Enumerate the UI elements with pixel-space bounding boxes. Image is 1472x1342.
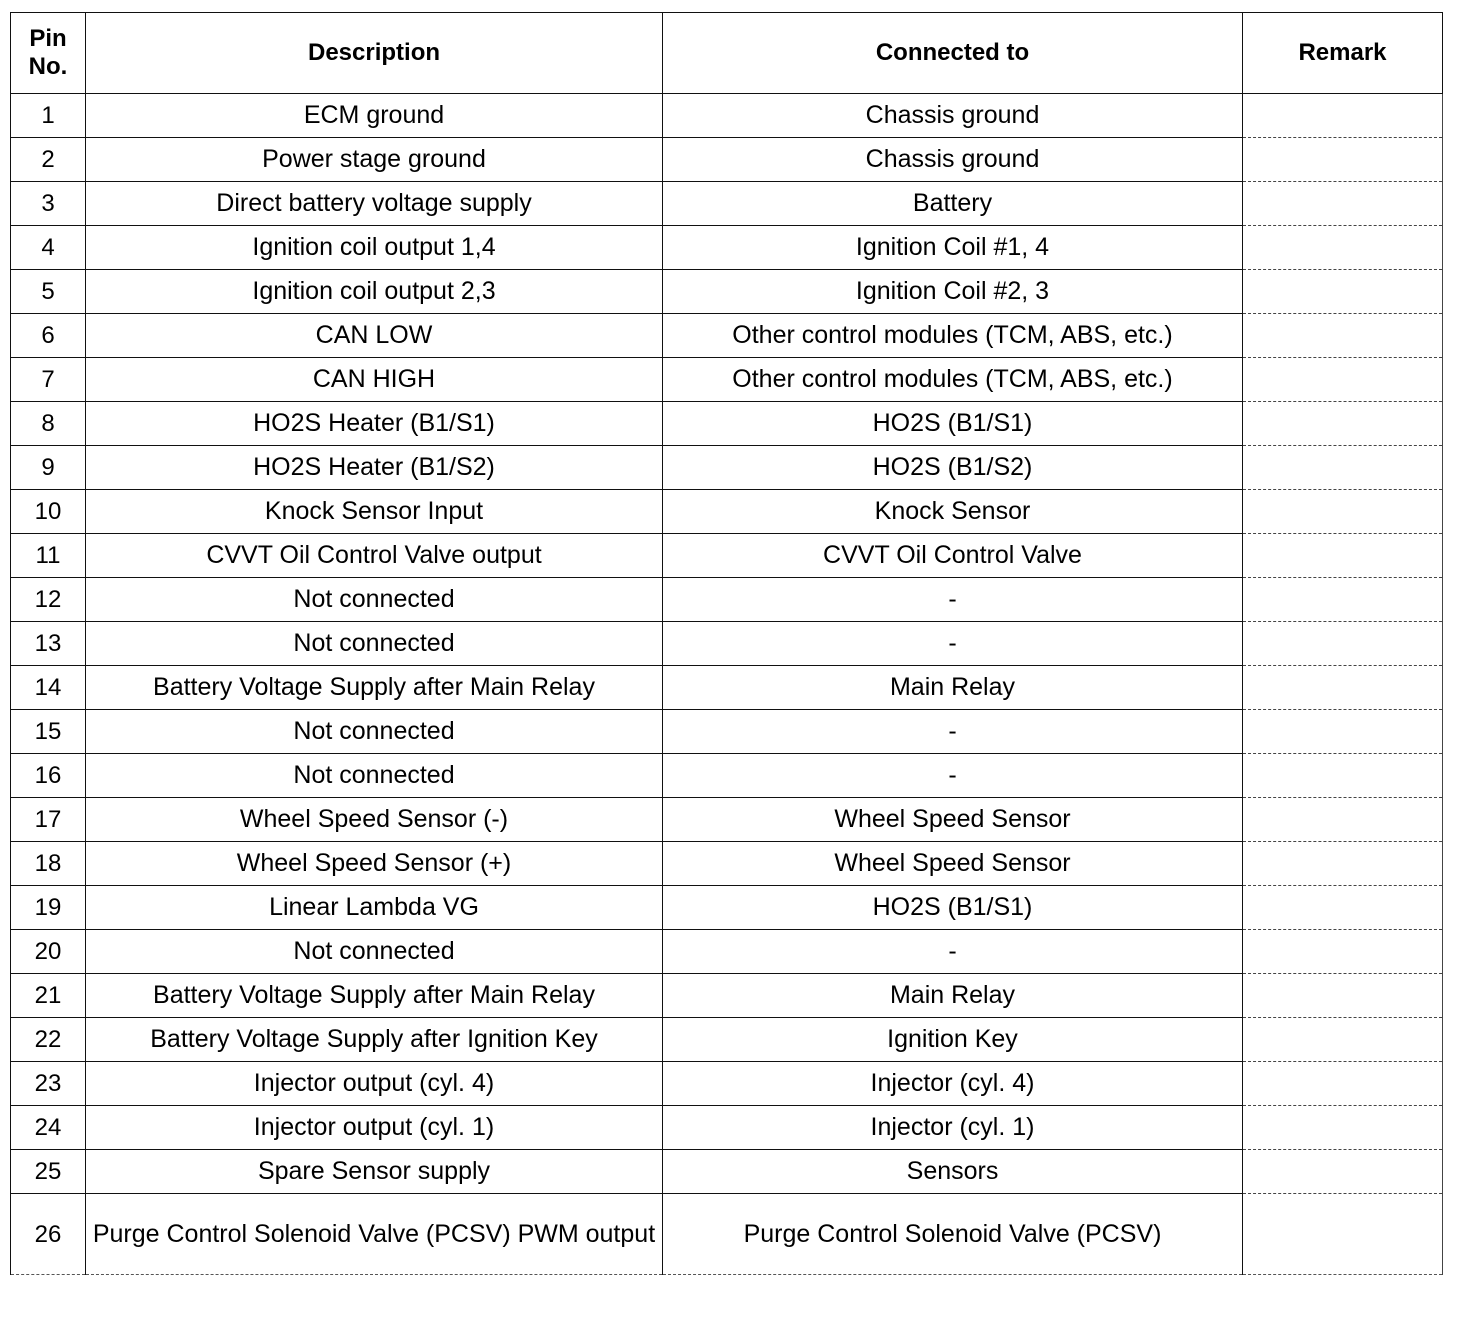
pin-cell: 8 (11, 402, 86, 446)
pin-cell: 2 (11, 138, 86, 182)
remark-cell (1243, 798, 1443, 842)
connected-to-cell: Battery (663, 182, 1243, 226)
pin-cell: 10 (11, 490, 86, 534)
pin-cell: 15 (11, 710, 86, 754)
table-row (11, 182, 1443, 226)
description-cell: Spare Sensor supply (86, 1150, 663, 1194)
remark-cell (1243, 1062, 1443, 1106)
remark-cell (1243, 490, 1443, 534)
description-cell: Injector output (cyl. 1) (86, 1106, 663, 1150)
table-row (11, 578, 1443, 622)
pin-cell: 6 (11, 314, 86, 358)
connected-to-cell: - (663, 578, 1243, 622)
connected-to-cell: HO2S (B1/S1) (663, 402, 1243, 446)
table-body (11, 94, 1443, 1275)
remark-cell (1243, 94, 1443, 138)
remark-cell (1243, 578, 1443, 622)
remark-cell (1243, 1018, 1443, 1062)
header-connected-to: Connected to (663, 13, 1243, 94)
connected-to-cell: Main Relay (663, 974, 1243, 1018)
pin-cell: 5 (11, 270, 86, 314)
remark-cell (1243, 534, 1443, 578)
remark-cell (1243, 358, 1443, 402)
description-cell: Wheel Speed Sensor (-) (86, 798, 663, 842)
table-row (11, 710, 1443, 754)
header-pin-no (11, 13, 86, 94)
header-remark: Remark (1243, 13, 1443, 94)
pin-cell: 17 (11, 798, 86, 842)
pin-cell: 26 (11, 1194, 86, 1275)
pin-cell: 21 (11, 974, 86, 1018)
description-cell: Direct battery voltage supply (86, 182, 663, 226)
pin-assignment-table (10, 12, 1443, 1275)
connected-to-cell: Purge Control Solenoid Valve (PCSV) (663, 1194, 1243, 1275)
remark-cell (1243, 666, 1443, 710)
table-row (11, 842, 1443, 886)
pin-cell: 18 (11, 842, 86, 886)
connected-to-cell: - (663, 622, 1243, 666)
table-row (11, 490, 1443, 534)
pin-cell: 4 (11, 226, 86, 270)
table-row (11, 534, 1443, 578)
description-cell: Not connected (86, 754, 663, 798)
table-row (11, 226, 1443, 270)
header-description: Description (86, 13, 663, 94)
pin-cell: 1 (11, 94, 86, 138)
description-cell: ECM ground (86, 94, 663, 138)
pin-cell: 14 (11, 666, 86, 710)
pin-cell: 20 (11, 930, 86, 974)
description-cell: Power stage ground (86, 138, 663, 182)
table-row (11, 622, 1443, 666)
pin-cell: 13 (11, 622, 86, 666)
table-row (11, 1062, 1443, 1106)
remark-cell (1243, 886, 1443, 930)
connected-to-cell: Other control modules (TCM, ABS, etc.) (663, 314, 1243, 358)
connected-to-cell: HO2S (B1/S1) (663, 886, 1243, 930)
remark-cell (1243, 314, 1443, 358)
connected-to-cell: Sensors (663, 1150, 1243, 1194)
description-cell: Linear Lambda VG (86, 886, 663, 930)
table-row (11, 974, 1443, 1018)
table-row (11, 446, 1443, 490)
connected-to-cell: - (663, 710, 1243, 754)
table-row (11, 1194, 1443, 1275)
pin-cell: 9 (11, 446, 86, 490)
pin-cell: 25 (11, 1150, 86, 1194)
description-cell: Not connected (86, 578, 663, 622)
connected-to-cell: - (663, 930, 1243, 974)
connected-to-cell: - (663, 754, 1243, 798)
table-row (11, 1150, 1443, 1194)
table-row (11, 1106, 1443, 1150)
header-pin-line2: No. (28, 53, 68, 80)
pin-cell: 12 (11, 578, 86, 622)
description-cell: Wheel Speed Sensor (+) (86, 842, 663, 886)
table-row (11, 930, 1443, 974)
remark-cell (1243, 710, 1443, 754)
connected-to-cell: Wheel Speed Sensor (663, 798, 1243, 842)
table-row (11, 358, 1443, 402)
table-header-row (11, 13, 1443, 94)
pin-cell: 24 (11, 1106, 86, 1150)
remark-cell (1243, 1106, 1443, 1150)
description-cell: CVVT Oil Control Valve output (86, 534, 663, 578)
table-row (11, 886, 1443, 930)
connected-to-cell: Ignition Coil #2, 3 (663, 270, 1243, 314)
remark-cell (1243, 1194, 1443, 1275)
remark-cell (1243, 138, 1443, 182)
description-cell: Battery Voltage Supply after Main Relay (86, 974, 663, 1018)
remark-cell (1243, 930, 1443, 974)
connected-to-cell: Wheel Speed Sensor (663, 842, 1243, 886)
description-cell: Not connected (86, 930, 663, 974)
connected-to-cell: Ignition Coil #1, 4 (663, 226, 1243, 270)
remark-cell (1243, 446, 1443, 490)
table-row (11, 94, 1443, 138)
description-cell: CAN LOW (86, 314, 663, 358)
description-cell: Injector output (cyl. 4) (86, 1062, 663, 1106)
description-cell: Battery Voltage Supply after Main Relay (86, 666, 663, 710)
table-row (11, 666, 1443, 710)
description-cell: Purge Control Solenoid Valve (PCSV) PWM output (86, 1194, 663, 1275)
table-row (11, 138, 1443, 182)
pin-cell: 3 (11, 182, 86, 226)
pin-cell: 11 (11, 534, 86, 578)
connected-to-cell: Other control modules (TCM, ABS, etc.) (663, 358, 1243, 402)
remark-cell (1243, 842, 1443, 886)
remark-cell (1243, 1150, 1443, 1194)
connected-to-cell: Ignition Key (663, 1018, 1243, 1062)
remark-cell (1243, 754, 1443, 798)
remark-cell (1243, 270, 1443, 314)
description-cell: CAN HIGH (86, 358, 663, 402)
table-row (11, 798, 1443, 842)
connected-to-cell: Knock Sensor (663, 490, 1243, 534)
connected-to-cell: Chassis ground (663, 94, 1243, 138)
header-pin-line1: Pin (29, 25, 67, 52)
pin-cell: 7 (11, 358, 86, 402)
description-cell: Knock Sensor Input (86, 490, 663, 534)
remark-cell (1243, 402, 1443, 446)
description-cell: Ignition coil output 1,4 (86, 226, 663, 270)
table-row (11, 270, 1443, 314)
connected-to-cell: Main Relay (663, 666, 1243, 710)
pin-cell: 19 (11, 886, 86, 930)
connected-to-cell: Chassis ground (663, 138, 1243, 182)
connected-to-cell: Injector (cyl. 1) (663, 1106, 1243, 1150)
table-row (11, 402, 1443, 446)
remark-cell (1243, 182, 1443, 226)
table-row (11, 1018, 1443, 1062)
pin-cell: 16 (11, 754, 86, 798)
remark-cell (1243, 226, 1443, 270)
pin-table-container (10, 12, 1443, 1275)
remark-cell (1243, 622, 1443, 666)
pin-cell: 23 (11, 1062, 86, 1106)
pin-cell: 22 (11, 1018, 86, 1062)
table-row (11, 314, 1443, 358)
remark-cell (1243, 974, 1443, 1018)
connected-to-cell: Injector (cyl. 4) (663, 1062, 1243, 1106)
description-cell: Not connected (86, 622, 663, 666)
description-cell: Ignition coil output 2,3 (86, 270, 663, 314)
connected-to-cell: HO2S (B1/S2) (663, 446, 1243, 490)
table-row (11, 754, 1443, 798)
description-cell: HO2S Heater (B1/S2) (86, 446, 663, 490)
description-cell: Not connected (86, 710, 663, 754)
connected-to-cell: CVVT Oil Control Valve (663, 534, 1243, 578)
description-cell: HO2S Heater (B1/S1) (86, 402, 663, 446)
description-cell: Battery Voltage Supply after Ignition Key (86, 1018, 663, 1062)
